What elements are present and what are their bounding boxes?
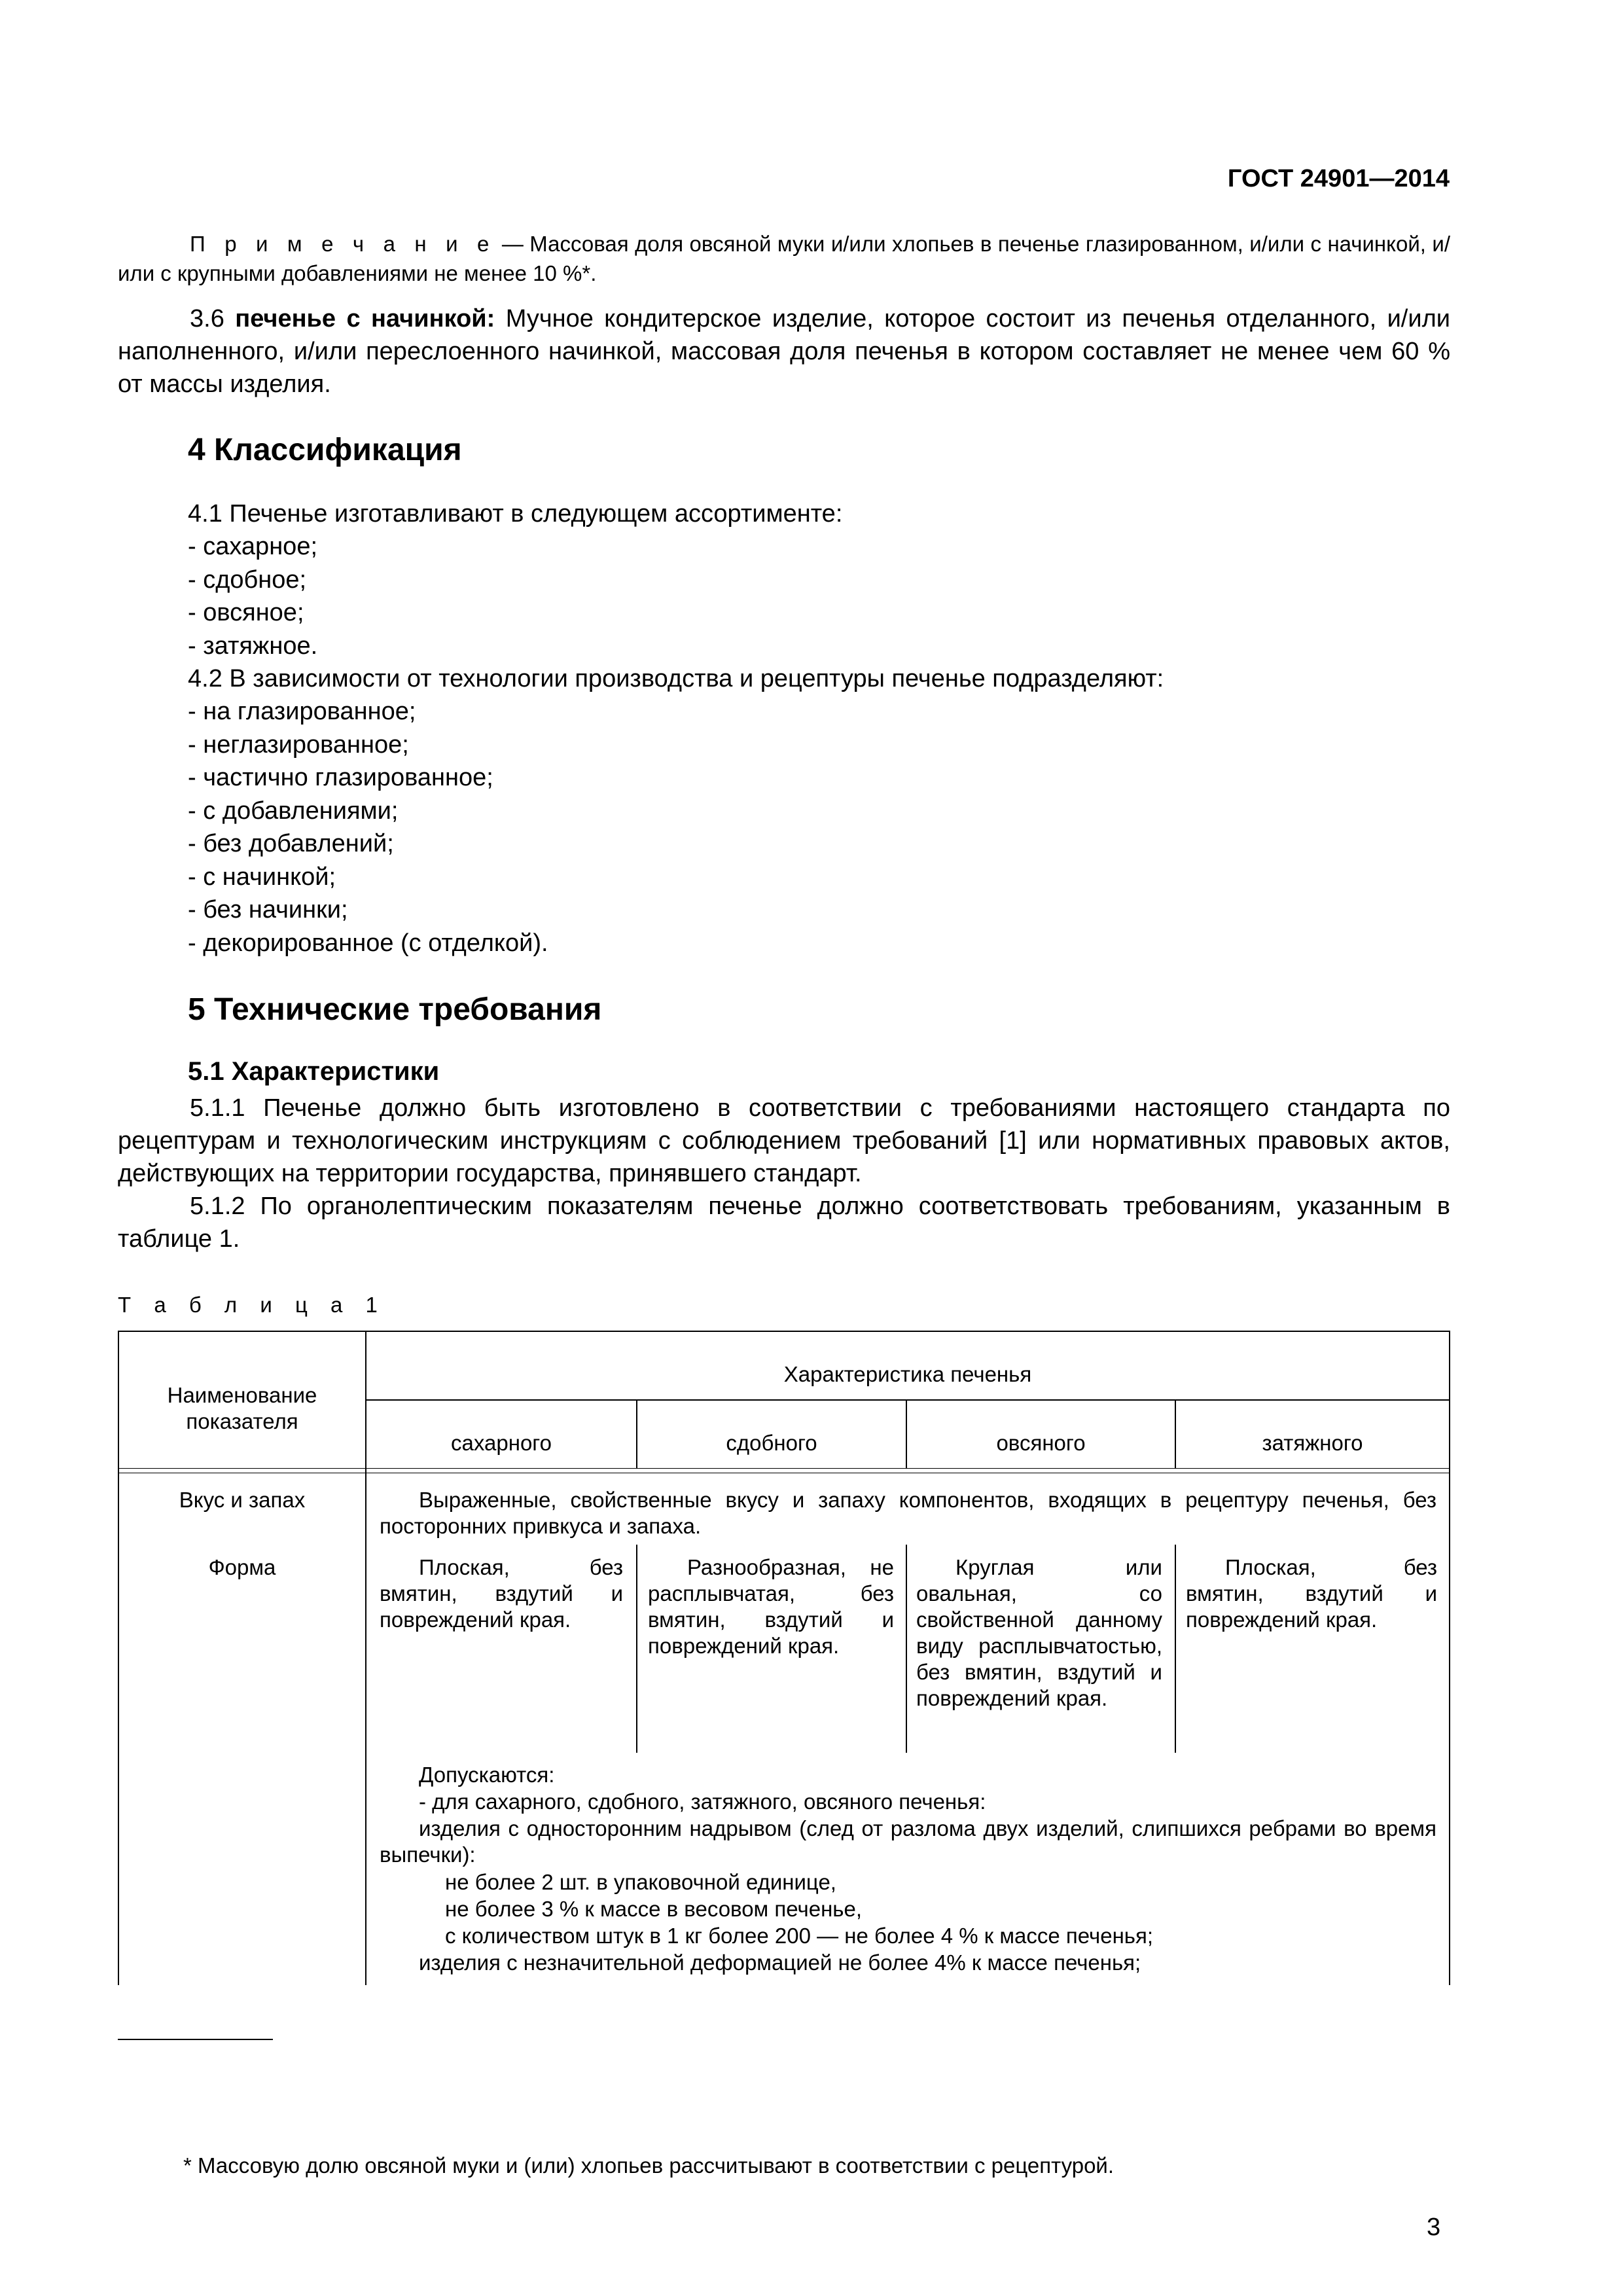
list-item: - на глазированное; — [188, 695, 548, 728]
table-header-rich: сдобного — [726, 1431, 817, 1455]
subsection-5-1-heading: 5.1 Характеристики — [188, 1057, 440, 1086]
form-sugar: Плоская, без вмятин, вздутий и повреждений края. — [380, 1555, 623, 1632]
document-code: ГОСТ 24901—2014 — [1227, 165, 1450, 192]
clause-term: печенье с начинкой: — [235, 305, 495, 332]
list-item: - затяжное. — [188, 630, 317, 663]
list-item: - неглазированное; — [188, 728, 548, 762]
form-rich: Разнообразная, не расплывчатая, без вмятин, вздутий и повреждений края. — [648, 1555, 894, 1658]
table-header-sugar: сахарного — [451, 1431, 552, 1455]
allowed-line-5: с количеством штук в 1 кг более 200 — не более 4 % к массе печенья; — [445, 1924, 1154, 1948]
table-border — [636, 1545, 637, 1753]
allowed-title: Допускаются: — [419, 1763, 555, 1787]
list-item: - частично глазированное; — [188, 761, 548, 795]
list-item: - с начинкой; — [188, 861, 548, 894]
paragraph-5-1-1: 5.1.1 Печенье должно быть изготовлено в соответствии с требованиями настоящего стандарта по рецептурам и технологическим инструкциям с соблюдением требований [1] или нормативных правовых актов, действующих на территории государства, принявшего стандарт. — [118, 1094, 1450, 1187]
note-label: П р и м е ч а н и е — [190, 232, 496, 256]
list-item: - сдобное; — [188, 564, 317, 597]
row-label-taste: Вкус и запах — [179, 1488, 306, 1512]
footnote-separator — [118, 2039, 273, 2040]
subdivision-list — [188, 695, 548, 960]
paragraph-5-1-2: 5.1.2 По органолептическим показателям печенье должно соответствовать требованиям, указанным в таблице 1. — [118, 1193, 1450, 1253]
table-header-oat: овсяного — [996, 1431, 1086, 1455]
assortment-list — [188, 530, 317, 662]
page-number: 3 — [1427, 2214, 1441, 2241]
table-border — [118, 1468, 1450, 1469]
table-border — [1449, 1331, 1450, 1985]
note-text: — Массовая доля овсяной муки и/или хлопьев в печенье глазированном, и/или с начинкой, и/или с крупными добавлениями не менее 10 %*. — [118, 232, 1450, 285]
list-item: - овсяное; — [188, 596, 317, 630]
allowed-line-1: - для сахарного, сдобного, затяжного, овсяного печенья: — [419, 1789, 986, 1814]
section-4-heading: 4 Классификация — [188, 433, 462, 467]
table-border — [906, 1545, 907, 1753]
section-5-heading: 5 Технические требования — [188, 992, 602, 1027]
paragraph-4-1: 4.1 Печенье изготавливают в следующем ассортименте: — [188, 500, 843, 528]
allowed-line-4: не более 3 % к массе в весовом печенье, — [445, 1897, 863, 1921]
form-oat: Круглая или овальная, со свойственной данному виду расплывчатостью, без вмятин, вздутий и повреждений края. — [916, 1555, 1162, 1710]
allowed-line-2: изделия с односторонним надрывом (след от разлома двух изделий, слипшихся ребрами во время выпечки): — [380, 1816, 1436, 1867]
list-item: - с добавлениями; — [188, 795, 548, 828]
table-border — [1175, 1545, 1176, 1753]
table-header-tough: затяжного — [1262, 1431, 1363, 1455]
clause-number: 3.6 — [190, 305, 224, 332]
table-border — [118, 1331, 1450, 1332]
taste-description: Выраженные, свойственные вкусу и запаху компонентов, входящих в рецептуру печенья, без посторонних привкуса и запаха. — [380, 1488, 1436, 1538]
list-item: - сахарное; — [188, 530, 317, 564]
footnote: * Массовую долю овсяной муки и (или) хлопьев рассчитывают в соответствии с рецептурой. — [183, 2153, 1115, 2178]
table-border — [365, 1331, 366, 1985]
note-paragraph — [118, 229, 1450, 288]
table-caption: Т а б л и ц а 1 — [118, 1293, 386, 1317]
paragraph-4-2: 4.2 В зависимости от технологии производства и рецептуры печенье подразделяют: — [188, 665, 1164, 692]
allowed-line-6: изделия с незначительной деформацией не более 4% к массе печенья; — [419, 1950, 1141, 1975]
table-border — [365, 1399, 1450, 1401]
list-item: - без начинки; — [188, 893, 548, 927]
clause-text: Мучное кондитерское изделие, которое состоит из печенья отделанного, и/или наполненного, и/или переслоенного начинкой, массовая доля печенья в котором составляет не менее чем 60 % от массы изделия. — [118, 305, 1450, 398]
list-item: - без добавлений; — [188, 827, 548, 861]
row-label-form: Форма — [208, 1555, 276, 1579]
allowed-line-3: не более 2 шт. в упаковочной единице, — [445, 1870, 836, 1894]
table-header-indicator: Наименование показателя — [167, 1383, 317, 1433]
table-header-group: Характеристика печенья — [783, 1362, 1032, 1386]
form-tough: Плоская, без вмятин, вздутий и повреждений края. — [1186, 1555, 1437, 1632]
clause-3-6 — [118, 302, 1450, 401]
list-item: - декорированное (с отделкой). — [188, 927, 548, 960]
